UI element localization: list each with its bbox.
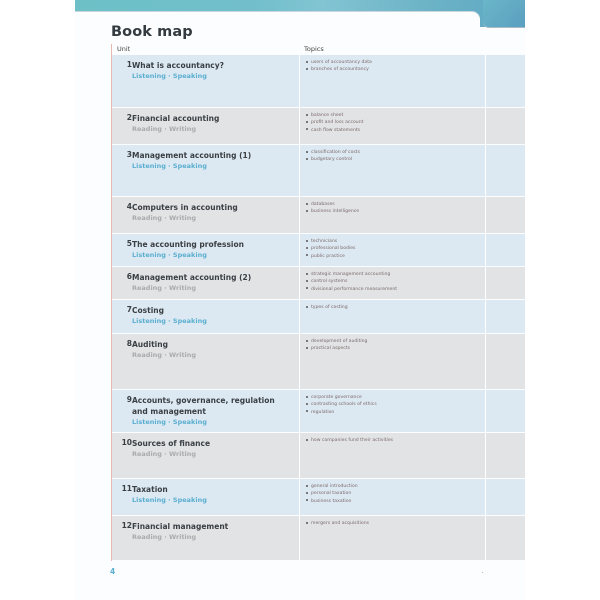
topic-item [306, 401, 485, 408]
extra-cell [485, 55, 525, 107]
bullet-icon [306, 61, 308, 63]
unit-title: Accounts, governance, regulation and management [132, 396, 275, 416]
topic-item [306, 112, 485, 119]
topic-text: balance sheet [311, 113, 344, 118]
unit-title-block [132, 239, 292, 261]
unit-cell [112, 516, 298, 560]
unit-title: Financial management [132, 522, 229, 531]
topic-text: general introduction [311, 484, 358, 489]
topics-cell [299, 197, 485, 233]
bullet-icon [306, 151, 308, 153]
unit-cell [112, 145, 298, 196]
unit-skills: Listening · Speaking [132, 496, 207, 504]
table-header [112, 44, 525, 55]
topics-cell [299, 390, 485, 432]
topic-item [306, 253, 485, 260]
topic-text: business taxation [311, 498, 352, 504]
unit-title: Auditing [132, 340, 168, 349]
topic-text: types of costing [311, 305, 348, 310]
unit-number: 7 [126, 305, 132, 314]
topics-cell [299, 516, 485, 560]
unit-number: 12 [121, 521, 132, 530]
unit-title-block [132, 484, 292, 506]
topic-item [306, 304, 485, 311]
table-row [112, 267, 525, 299]
topic-item [306, 338, 485, 345]
table-row [112, 479, 525, 515]
bullet-icon [306, 254, 308, 256]
extra-cell [485, 479, 525, 515]
bullet-icon [306, 499, 308, 501]
unit-title-block [132, 305, 292, 327]
topic-item [306, 59, 485, 66]
table-row [112, 145, 525, 196]
unit-title-block [132, 339, 292, 361]
unit-title-block [132, 395, 292, 428]
topic-text: technicians [311, 239, 338, 244]
topic-item [306, 208, 485, 215]
extra-cell [485, 334, 525, 389]
topic-item [306, 271, 485, 278]
book-page [75, 0, 525, 600]
topic-item [306, 483, 485, 490]
topic-item [306, 119, 485, 126]
bullet-icon [306, 347, 308, 349]
table-row [112, 334, 525, 389]
topic-text: cash flow statements [311, 127, 361, 133]
bullet-icon [306, 273, 308, 275]
unit-title: What is accountancy? [132, 61, 224, 70]
extra-cell [485, 145, 525, 196]
unit-skills: Reading · Writing [132, 351, 197, 359]
bullet-icon [306, 396, 308, 398]
unit-cell [112, 234, 298, 266]
extra-cell [485, 267, 525, 299]
unit-number: 6 [126, 272, 132, 281]
topic-text: regulation [311, 409, 335, 415]
topic-item [306, 345, 485, 352]
topics-list [300, 390, 485, 416]
bullet-icon [306, 240, 308, 242]
unit-title-block [132, 272, 292, 294]
bullet-icon [306, 485, 308, 487]
topics-list [300, 433, 485, 444]
bullet-icon [306, 287, 308, 289]
bullet-icon [306, 340, 308, 342]
bullet-icon [306, 439, 308, 441]
unit-number: 8 [126, 339, 132, 348]
topic-item [306, 149, 485, 156]
topic-text: contrasting schools of ethics [311, 402, 377, 408]
table-row [112, 433, 525, 478]
topic-text: classification of costs [311, 150, 360, 155]
bullet-icon [306, 492, 308, 494]
table-row [112, 234, 525, 266]
table-row [112, 390, 525, 432]
topic-item [306, 394, 485, 401]
unit-skills: Reading · Writing [132, 450, 197, 458]
unit-title: Taxation [132, 485, 168, 494]
unit-skills: Reading · Writing [132, 125, 197, 133]
unit-title: Computers in accounting [132, 203, 238, 212]
book-map-table [111, 44, 525, 561]
unit-cell [112, 479, 298, 515]
corner-tab [483, 0, 525, 27]
column-header-unit: Unit [117, 45, 131, 53]
topic-text: corporate governance [311, 395, 362, 400]
topic-item [306, 286, 485, 293]
page-number: 4 [110, 567, 116, 576]
unit-title-block [132, 438, 292, 460]
extra-cell [485, 516, 525, 560]
topic-item [306, 278, 485, 285]
bullet-icon [306, 306, 308, 308]
extra-cell [485, 433, 525, 478]
unit-title: Financial accounting [132, 114, 220, 123]
topic-text: profit and loss account [311, 120, 364, 126]
page-title: Book map [111, 24, 193, 40]
topics-list [300, 334, 485, 353]
unit-title-block [132, 60, 292, 82]
bullet-icon [306, 121, 308, 123]
topic-item [306, 490, 485, 497]
unit-skills: Listening · Speaking [132, 251, 207, 259]
unit-skills: Listening · Speaking [132, 72, 207, 80]
topic-text: how companies fund their activities [311, 438, 394, 443]
topics-list [300, 108, 485, 134]
unit-skills: Reading · Writing [132, 533, 197, 541]
topic-item [306, 245, 485, 252]
unit-number: 4 [126, 202, 132, 211]
unit-skills: Listening · Speaking [132, 317, 207, 325]
topic-item [306, 437, 485, 444]
unit-title-block [132, 521, 292, 543]
unit-cell [112, 300, 298, 333]
bullet-icon [306, 203, 308, 205]
footer-mark [482, 572, 483, 573]
table-row [112, 108, 525, 144]
topics-list [300, 300, 485, 311]
unit-cell [112, 108, 298, 144]
topic-item [306, 66, 485, 73]
topics-list [300, 479, 485, 505]
column-header-topics: Topics [304, 45, 324, 53]
unit-title-block [132, 150, 292, 172]
table-row [112, 300, 525, 333]
topic-text: databases [311, 202, 335, 207]
topic-item [306, 409, 485, 416]
extra-cell [485, 197, 525, 233]
topic-text: strategic management accounting [311, 272, 391, 277]
topic-text: branches of accountancy [311, 67, 369, 73]
bullet-icon [306, 128, 308, 130]
topics-cell [299, 234, 485, 266]
topic-text: users of accountancy data [311, 60, 372, 65]
topics-list [300, 197, 485, 216]
topic-text: business intelligence [311, 209, 360, 215]
unit-number: 11 [121, 484, 132, 493]
table-row [112, 55, 525, 107]
topic-item [306, 201, 485, 208]
unit-cell [112, 390, 298, 432]
topic-item [306, 520, 485, 527]
unit-title: Management accounting (1) [132, 151, 252, 160]
topics-list [300, 516, 485, 527]
bullet-icon [306, 68, 308, 70]
unit-skills: Listening · Speaking [132, 418, 207, 426]
unit-title: Management accounting (2) [132, 273, 252, 282]
bullet-icon [306, 280, 308, 282]
topic-text: mergers and acquisitions [311, 521, 370, 526]
unit-number: 2 [126, 113, 132, 122]
extra-cell [485, 234, 525, 266]
extra-cell [485, 108, 525, 144]
unit-cell [112, 197, 298, 233]
unit-cell [112, 267, 298, 299]
unit-number: 1 [126, 60, 132, 69]
topic-text: development of auditing [311, 339, 368, 344]
extra-cell [485, 390, 525, 432]
unit-skills: Reading · Writing [132, 214, 197, 222]
unit-title: Costing [132, 306, 164, 315]
bullet-icon [306, 403, 308, 405]
topics-cell [299, 433, 485, 478]
topic-text: practical aspects [311, 346, 350, 352]
bullet-icon [306, 114, 308, 116]
topics-cell [299, 479, 485, 515]
unit-cell [112, 334, 298, 389]
topic-text: professional bodies [311, 246, 356, 252]
topic-item [306, 238, 485, 245]
bullet-icon [306, 410, 308, 412]
unit-skills: Reading · Writing [132, 284, 197, 292]
topics-cell [299, 108, 485, 144]
topic-item [306, 498, 485, 505]
topics-cell [299, 145, 485, 196]
topic-text: budgetary control [311, 157, 353, 163]
topics-cell [299, 55, 485, 107]
unit-number: 10 [121, 438, 132, 447]
unit-title: The accounting profession [132, 240, 244, 249]
unit-number: 3 [126, 150, 132, 159]
topic-text: public practice [311, 253, 345, 259]
bullet-icon [306, 247, 308, 249]
unit-number: 9 [126, 395, 132, 404]
topics-cell [299, 300, 485, 333]
bullet-icon [306, 158, 308, 160]
topic-text: control systems [311, 279, 348, 285]
extra-cell [485, 300, 525, 333]
topics-cell [299, 267, 485, 299]
topics-list [300, 145, 485, 164]
bullet-icon [306, 210, 308, 212]
unit-title: Sources of finance [132, 439, 211, 448]
unit-title-block [132, 202, 292, 224]
unit-cell [112, 433, 298, 478]
topic-item [306, 156, 485, 163]
topics-list [300, 267, 485, 293]
topics-cell [299, 334, 485, 389]
unit-cell [112, 55, 298, 107]
table-row [112, 516, 525, 560]
unit-skills: Listening · Speaking [132, 162, 207, 170]
table-row [112, 197, 525, 233]
unit-number: 5 [126, 239, 132, 248]
topic-text: divisional performance measurement [311, 286, 398, 292]
topic-text: personal taxation [311, 491, 352, 497]
bullet-icon [306, 522, 308, 524]
topics-list [300, 234, 485, 260]
topics-list [300, 55, 485, 74]
unit-title-block [132, 113, 292, 135]
topic-item [306, 127, 485, 134]
